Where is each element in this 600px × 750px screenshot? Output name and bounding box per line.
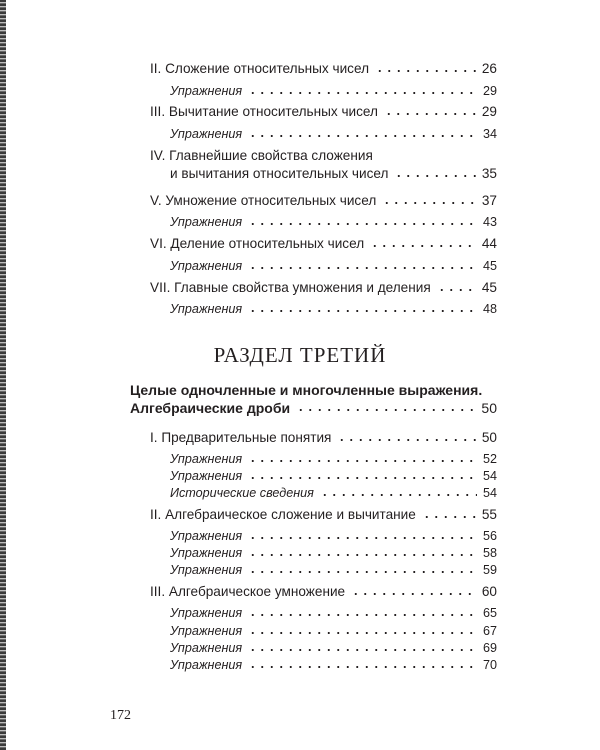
toc-subentry-page: 48 — [482, 302, 497, 316]
dot-leader — [394, 170, 477, 182]
toc-subentry-page: 34 — [482, 127, 497, 141]
dot-leader — [422, 511, 477, 523]
toc-subentry-title: Упражнения — [170, 529, 243, 543]
toc-entry[interactable] — [150, 430, 497, 446]
toc-entry[interactable] — [150, 104, 497, 120]
toc-subentry-page: 43 — [482, 215, 497, 229]
toc-subentry-title: Упражнения — [170, 641, 243, 655]
section-heading[interactable] — [130, 400, 497, 416]
dot-leader — [248, 262, 477, 274]
toc-subentry[interactable] — [170, 623, 497, 639]
toc-subentry[interactable] — [170, 214, 497, 230]
dot-leader — [337, 434, 477, 446]
toc-subentry-page: 56 — [482, 529, 497, 543]
toc-entry[interactable] — [150, 61, 497, 77]
dot-leader — [370, 240, 477, 252]
dot-leader — [375, 65, 477, 77]
toc-subentry-title: Упражнения — [170, 624, 243, 638]
toc-entry-page: 50 — [481, 430, 497, 445]
toc-subentry-page: 29 — [482, 84, 497, 98]
toc-entry[interactable] — [150, 193, 497, 209]
section-heading-title: Алгебраические дроби — [130, 400, 291, 416]
dot-leader — [248, 472, 477, 484]
toc-subentry[interactable] — [170, 301, 497, 317]
section-title: РАЗДЕЛ ТРЕТИЙ — [213, 343, 387, 367]
toc-subentry-page: 54 — [482, 469, 497, 483]
toc-subentry[interactable] — [170, 562, 497, 578]
toc-entry-page: 37 — [481, 193, 497, 208]
toc-subentry-title: Упражнения — [170, 546, 243, 560]
toc-entry-title: I. Предварительные понятия — [150, 430, 332, 445]
toc-subentry-page: 45 — [482, 259, 497, 273]
toc-subentry[interactable] — [170, 640, 497, 656]
toc-subentry[interactable] — [170, 657, 497, 673]
dot-leader — [248, 566, 477, 578]
toc-entry-page: 45 — [481, 280, 497, 295]
toc-entry-title: III. Алгебраическое умножение — [150, 584, 346, 599]
toc-subentry-title: Упражнения — [170, 606, 243, 620]
toc-subentry-title: Упражнения — [170, 563, 243, 577]
toc-entry[interactable] — [170, 166, 497, 182]
dot-leader — [248, 130, 477, 142]
toc-subentry-page: 58 — [482, 546, 497, 560]
dot-leader — [382, 197, 477, 209]
toc-entry-title: и вычитания относительных чисел — [170, 166, 389, 181]
toc-subentry-page: 65 — [482, 606, 497, 620]
toc-subentry[interactable] — [170, 528, 497, 544]
toc-subentry-title: Упражнения — [170, 658, 243, 672]
toc-subentry-title: Упражнения — [170, 452, 243, 466]
toc-entry[interactable] — [150, 236, 497, 252]
toc-subentry-page: 67 — [482, 624, 497, 638]
toc-subentry-title: Упражнения — [170, 469, 243, 483]
toc-entry[interactable] — [150, 280, 497, 296]
dot-leader — [351, 588, 477, 600]
toc-subentry-page: 59 — [482, 563, 497, 577]
dot-leader — [248, 455, 477, 467]
toc-entry[interactable] — [150, 584, 497, 600]
dot-leader — [320, 489, 477, 501]
dot-leader — [248, 644, 477, 656]
dot-leader — [248, 609, 477, 621]
section-heading-line1: Целые одночленные и многочленные выражения. — [130, 382, 483, 398]
toc-entry-title: II. Сложение относительных чисел — [150, 61, 370, 76]
toc-entry-page: 29 — [481, 104, 497, 119]
page-number: 172 — [110, 708, 131, 723]
dot-leader — [248, 305, 477, 317]
dot-leader — [248, 627, 477, 639]
toc-subentry-title: Исторические сведения — [170, 486, 314, 500]
toc-entry-page: 55 — [481, 507, 497, 522]
toc-subentry-title: Упражнения — [170, 84, 243, 98]
toc-subentry-title: Упражнения — [170, 259, 243, 273]
toc-subentry-page: 52 — [482, 452, 497, 466]
dot-leader — [248, 87, 477, 99]
dot-leader — [384, 108, 477, 120]
toc-entry-page: 60 — [481, 584, 497, 599]
toc-subentry[interactable] — [170, 258, 497, 274]
toc-subentry[interactable] — [170, 605, 497, 621]
toc-subentry[interactable] — [170, 83, 497, 99]
toc-entry-title: VI. Деление относительных чисел — [150, 236, 365, 251]
dot-leader — [248, 218, 477, 230]
toc-entry-title: V. Умножение относительных чисел — [150, 193, 377, 208]
toc-subentry-page: 54 — [482, 486, 497, 500]
book-spine-edge — [0, 0, 6, 750]
toc-subentry-title: Упражнения — [170, 302, 243, 316]
toc-subentry-page: 70 — [482, 658, 497, 672]
toc-subentry[interactable] — [170, 485, 497, 501]
toc-entry-title-line1: IV. Главнейшие свойства сложения — [150, 148, 373, 163]
toc-subentry[interactable] — [170, 545, 497, 561]
toc-entry-title: VII. Главные свойства умножения и деления — [150, 280, 431, 295]
dot-leader — [437, 284, 477, 296]
toc-entry-page: 35 — [481, 166, 497, 181]
toc-entry-page: 44 — [481, 236, 497, 251]
dot-leader — [248, 549, 477, 561]
dot-leader — [248, 532, 477, 544]
section-heading-page: 50 — [481, 400, 497, 416]
toc-subentry-title: Упражнения — [170, 215, 243, 229]
dot-leader — [296, 404, 477, 416]
toc-subentry-title: Упражнения — [170, 127, 243, 141]
toc-entry-title: II. Алгебраическое сложение и вычитание — [150, 507, 416, 522]
toc-subentry[interactable] — [170, 451, 497, 467]
toc-entry-title: III. Вычитание относительных чисел — [150, 104, 378, 119]
toc-subentry[interactable] — [170, 126, 497, 142]
toc-entry[interactable] — [150, 507, 497, 523]
toc-subentry-page: 69 — [482, 641, 497, 655]
toc-subentry[interactable] — [170, 468, 497, 484]
toc-entry-page: 26 — [481, 61, 497, 76]
dot-leader — [248, 661, 477, 673]
